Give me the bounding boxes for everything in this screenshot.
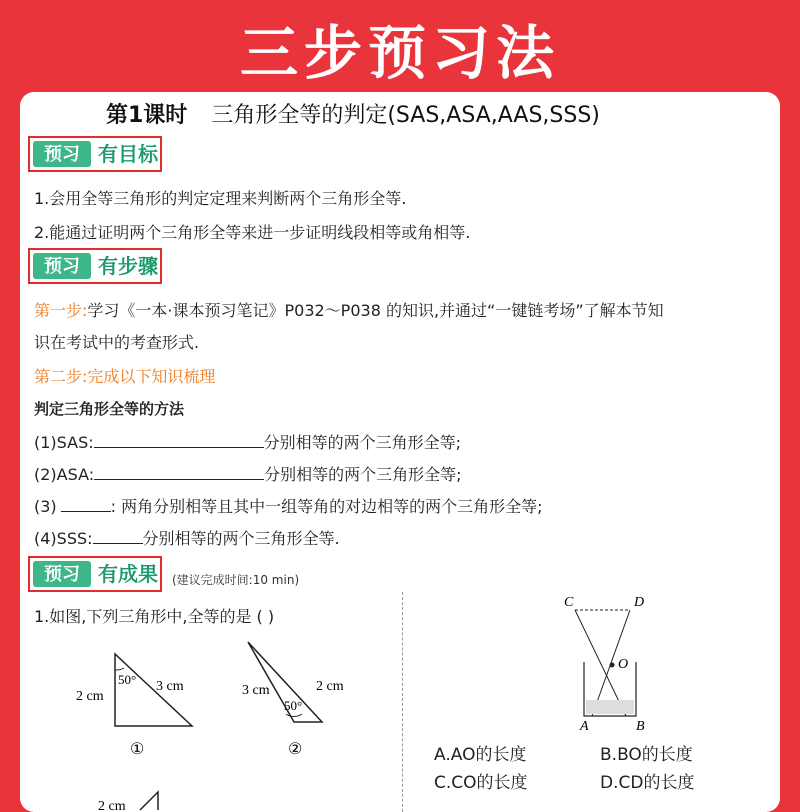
banner <box>0 0 800 92</box>
section-tag: 预习 <box>33 141 91 167</box>
column-divider <box>402 592 403 812</box>
liquid <box>586 700 634 714</box>
option-a: A.AO的长度 <box>434 745 527 765</box>
answer-blank[interactable] <box>94 465 264 480</box>
goal-1: 1.会用全等三角形的判定定理来判断两个三角形全等. <box>34 189 407 208</box>
label-d: D <box>634 595 645 610</box>
section-header-results <box>28 556 162 592</box>
method-sas <box>34 430 461 453</box>
tri2-side-right: 2 cm <box>316 679 344 694</box>
question1-stem: 1.如图,下列三角形中,全等的是 ( ) <box>34 607 275 626</box>
goal-2: 2.能通过证明两个三角形全等来进一步证明线段相等或角相等. <box>34 223 471 242</box>
question1-figures <box>20 632 400 812</box>
lesson-number: 第1课时 <box>106 103 188 128</box>
tri2-angle: 50° <box>284 698 303 713</box>
lesson-title <box>106 98 600 129</box>
content-card <box>20 92 780 812</box>
option-b: B.BO的长度 <box>600 745 693 765</box>
method-asa <box>34 462 462 485</box>
answer-blank[interactable] <box>61 497 111 512</box>
lesson-topic: 三角形全等的判定(SAS,ASA,AAS,SSS) <box>211 103 600 128</box>
section-name: 有步骤 <box>98 254 158 278</box>
section-header-goals <box>28 136 162 172</box>
section-name: 有目标 <box>98 142 158 166</box>
method-suffix: 分别相等的两个三角形全等. <box>142 529 340 548</box>
banner-title: 三步预习法 <box>239 19 560 87</box>
section-name: 有成果 <box>98 562 158 586</box>
section-tag: 预习 <box>33 561 91 587</box>
step2-label: 第二步:完成以下知识梳理 <box>34 367 216 386</box>
method-aas <box>34 494 543 517</box>
tri2-label: ② <box>288 741 303 758</box>
method-prefix: (3) <box>34 497 57 516</box>
step1-label: 第一步: <box>34 301 88 320</box>
tri2-side-left: 3 cm <box>242 683 270 698</box>
method-prefix: (1)SAS: <box>34 433 94 452</box>
tri3-side-left: 2 cm <box>98 799 126 812</box>
answer-blank[interactable] <box>93 529 143 544</box>
tri1-label: ① <box>130 741 145 758</box>
time-note: (建议完成时间:10 min) <box>172 573 300 587</box>
methods-title: 判定三角形全等的方法 <box>34 400 185 418</box>
tri1-side-right: 3 cm <box>156 679 184 694</box>
answer-blank[interactable] <box>94 433 264 448</box>
label-a: A <box>580 719 589 732</box>
triangle-3 <box>140 792 158 810</box>
method-suffix: 分别相等的两个三角形全等; <box>263 433 462 452</box>
tri1-angle: 50° <box>118 672 137 687</box>
step1-line2: 识在考试中的考查形式. <box>34 333 200 352</box>
method-prefix: (4)SSS: <box>34 529 93 548</box>
angle-arc-1 <box>115 668 124 670</box>
method-suffix: 分别相等的两个三角形全等; <box>264 465 462 484</box>
method-suffix: : 两角分别相等且其中一组等角的对边相等的两个三角形全等; <box>110 497 543 516</box>
option-c: C.CO的长度 <box>434 773 528 793</box>
method-sss <box>34 526 340 549</box>
method-prefix: (2)ASA: <box>34 465 95 484</box>
label-b: B <box>636 719 645 732</box>
section-tag: 预习 <box>33 253 91 279</box>
label-o: O <box>618 657 629 672</box>
tri1-side-left: 2 cm <box>76 689 104 704</box>
step1-text: 学习《一本·课本预习笔记》P032～P038 的知识,并通过“一键链考场”了解本节知 <box>87 301 664 320</box>
section-header-steps <box>28 248 162 284</box>
angle-arc-2 <box>286 714 302 717</box>
label-c: C <box>564 595 574 610</box>
step1-line1 <box>34 298 664 321</box>
option-d: D.CD的长度 <box>600 773 695 793</box>
question2-figure <box>540 592 660 732</box>
point-o <box>610 663 615 668</box>
